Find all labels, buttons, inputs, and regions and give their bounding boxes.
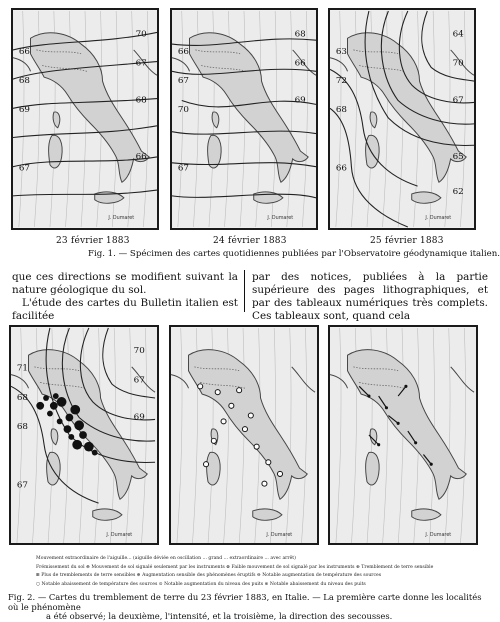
- isobar-label: 72: [335, 76, 347, 86]
- isobar-label: 63: [335, 46, 347, 57]
- isobar-label: 67: [452, 95, 464, 106]
- quake-spot: [66, 414, 74, 422]
- intensity-symbol: [215, 390, 220, 395]
- fig1-date-2: 24 février 1883: [213, 236, 287, 246]
- fig1-map-2: [170, 8, 318, 230]
- isobar-label: 70: [177, 105, 189, 116]
- isobar-label: 66: [18, 46, 30, 57]
- svg-text:J. Dumaret: J. Dumaret: [425, 215, 452, 222]
- isobar-label: 67: [177, 76, 189, 86]
- fig1-date-3: 25 février 1883: [370, 236, 444, 246]
- intensity-symbol: [198, 384, 203, 389]
- left-paragraph-2: L'étude des cartes du Bulletin italien est facilitée: [12, 297, 238, 322]
- isobar-label: 67: [135, 58, 147, 69]
- quake-spot: [57, 397, 67, 407]
- quake-spot: [36, 402, 44, 410]
- intensity-symbol: [229, 403, 234, 408]
- fig1-map-1: [11, 8, 159, 230]
- isobar-label: 65: [452, 151, 464, 162]
- isobar-label: 70: [135, 29, 147, 40]
- quake-spot: [53, 393, 59, 399]
- fig2-caption-line-2: a été observé; la deuxième, l'intensité, et la troisième, la direction des secousses.: [46, 611, 393, 622]
- fig2-caption: [8, 593, 492, 622]
- fig2-map-2: [169, 325, 319, 545]
- svg-text:J. Dumaret: J. Dumaret: [266, 532, 293, 539]
- intensity-symbol: [254, 444, 259, 449]
- quake-spot: [72, 440, 82, 450]
- fig1-caption: Fig. 1. — Spécimen des cartes quotidiennes publiées par l'Observatoire géodynamique italien.: [88, 249, 500, 259]
- intensity-symbol: [266, 460, 271, 465]
- isobar-label: 68: [135, 95, 147, 106]
- isobar-label: 67: [18, 163, 30, 174]
- fig2-map-3: [328, 325, 478, 545]
- isobar-label: 62: [452, 186, 464, 197]
- isobar-label: 68: [294, 29, 306, 40]
- intensity-symbol: [204, 462, 209, 467]
- isobar-label: 70: [452, 58, 464, 69]
- intensity-symbol: [242, 427, 247, 432]
- isobar-label: 64: [452, 29, 464, 40]
- isobar-label: 70: [133, 346, 145, 357]
- intensity-symbol: [248, 413, 253, 418]
- svg-text:J. Dumaret: J. Dumaret: [108, 215, 135, 222]
- svg-text:J. Dumaret: J. Dumaret: [106, 532, 133, 539]
- isobar-label: 66: [177, 46, 189, 57]
- legend-row-1: Mouvement extraordinaire de l'aiguille... (aiguille déviée en oscillation ... grand ... extraordinaire ... avec arrêt): [36, 556, 296, 561]
- quake-spot: [68, 434, 74, 440]
- quake-spot: [43, 395, 49, 401]
- quake-spot: [64, 425, 72, 433]
- intensity-symbol: [237, 388, 242, 393]
- isobar-label: 68: [16, 392, 28, 403]
- isobar-label: 71: [16, 363, 28, 374]
- legend-row-3: ⊞ Plus de tremblements de terre sensibles ⊕ Augmentation sensible des phénomènes éruptifs ⊖ Notable augmentation de température des sources: [36, 573, 382, 579]
- quake-spot: [47, 411, 53, 417]
- quake-spot: [74, 420, 84, 430]
- legend-row-2: Frémissement du sol ⊕ Mouvement de sol signalé seulement par les instruments ⊗ Faible mouvement de sol signalé par les instruments ⊛ Tremblement de terre sensible: [36, 564, 434, 570]
- left-paragraph-1: que ces directions se modifient suivant la nature géologique du sol.: [12, 271, 238, 296]
- quake-spot: [50, 402, 58, 410]
- fig2-legend: [36, 555, 476, 589]
- fig1-map-3: [328, 8, 476, 230]
- quake-spot: [84, 442, 94, 452]
- isobar-label: 66: [294, 58, 306, 69]
- isobar-label: 69: [294, 95, 306, 106]
- intensity-symbol: [277, 471, 282, 476]
- right-paragraph: par des notices, publiées à la partie supérieure des pages lithographiques, et par des tableaux numériques très complets. Ces tableaux sont, quand cela: [252, 271, 488, 322]
- legend-row-4: ○ Notable abaissement de température des sources ⊙ Notable augmentation du niveau des puits ⊚ Notable abaissement du niveau des puits: [36, 581, 366, 587]
- isobar-label: 68: [16, 422, 28, 433]
- isobar-label: 66: [335, 163, 347, 174]
- quake-spot: [79, 431, 87, 439]
- isobar-label: 69: [18, 105, 30, 116]
- quake-spot: [57, 418, 63, 424]
- quake-spot: [70, 405, 80, 415]
- fig2-map-1: [9, 325, 159, 545]
- isobar-label: 67: [133, 375, 145, 386]
- isobar-label: 69: [133, 412, 145, 423]
- isobar-label: 67: [177, 163, 189, 174]
- intensity-symbol: [211, 438, 216, 443]
- isobar-label: 66: [135, 151, 147, 162]
- isobar-label: 67: [16, 480, 28, 491]
- intensity-symbol: [221, 419, 226, 424]
- text-column-left: [12, 271, 238, 323]
- quake-spot: [92, 450, 98, 456]
- svg-text:J. Dumaret: J. Dumaret: [267, 215, 294, 222]
- fig2-caption-line-1: Fig. 2. — Cartes du tremblement de terre du 23 février 1883, en Italie. — La première carte donne les localités où le phénomène: [8, 592, 482, 612]
- isobar-label: 68: [18, 76, 30, 86]
- text-column-right: [252, 271, 488, 323]
- intensity-symbol: [262, 481, 267, 486]
- svg-text:J. Dumaret: J. Dumaret: [425, 532, 452, 539]
- column-divider: [244, 270, 245, 312]
- isobar-label: 68: [335, 105, 347, 116]
- fig1-date-1: 23 février 1883: [56, 236, 130, 246]
